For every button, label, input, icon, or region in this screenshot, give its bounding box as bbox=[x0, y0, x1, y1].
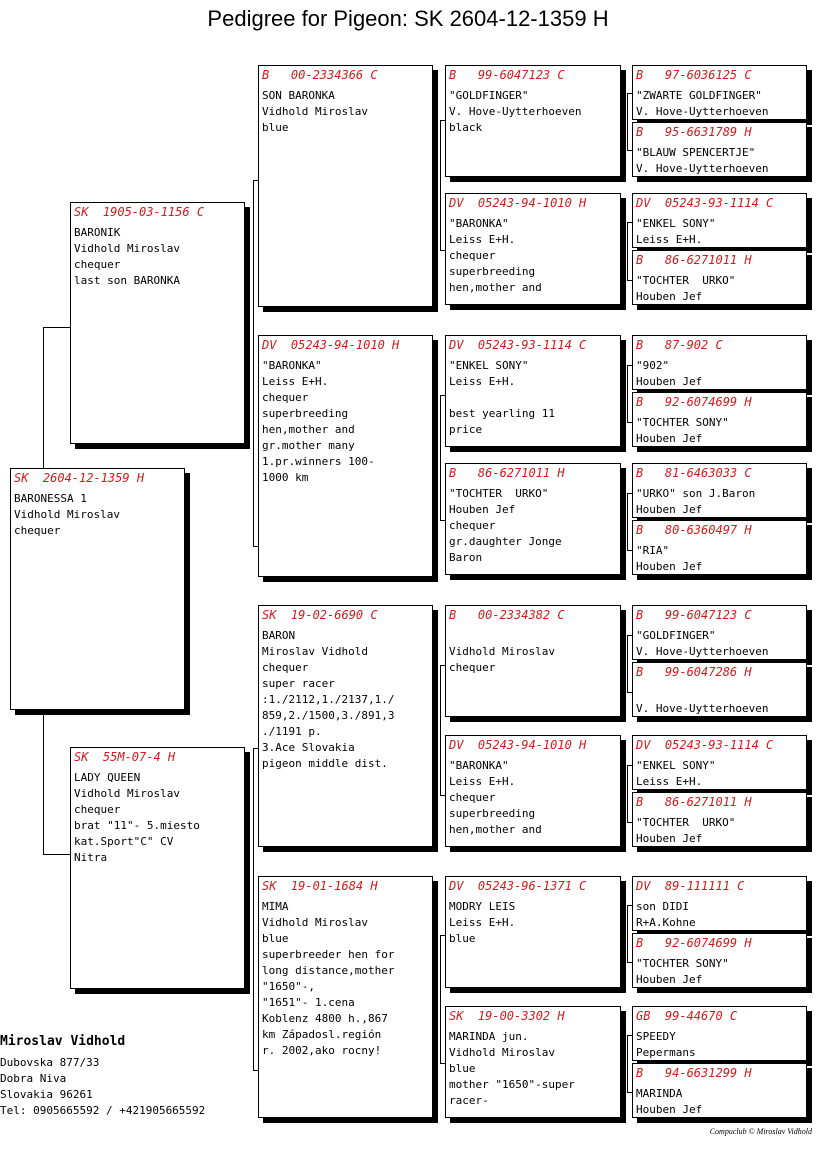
pigeon-detail-line: Leiss E+H. bbox=[449, 916, 516, 929]
pigeon-detail-line: "BARONKA" bbox=[449, 759, 509, 772]
ring-number: DV 05243-94-1010 H bbox=[449, 738, 587, 752]
pigeon-card-gen4[interactable] bbox=[632, 193, 807, 248]
ring-number: DV 05243-94-1010 H bbox=[449, 196, 587, 210]
connector-line bbox=[627, 765, 628, 822]
pigeon-detail-line: gr.mother many bbox=[262, 439, 355, 452]
connector-line bbox=[627, 493, 628, 550]
owner-name: Miroslav Vidhold bbox=[0, 1034, 126, 1049]
pigeon-detail-line: chequer bbox=[74, 258, 121, 271]
pigeon-card-gen4[interactable] bbox=[632, 122, 807, 177]
pigeon-detail-line: superbreeding bbox=[449, 265, 536, 278]
pigeon-detail-line: superbreeding bbox=[449, 807, 536, 820]
pigeon-detail-line: Leiss E+H. bbox=[449, 233, 516, 246]
pigeon-detail-line: price bbox=[449, 423, 483, 436]
ring-number: B 86-6271011 H bbox=[636, 253, 752, 267]
ring-number: DV 05243-93-1114 C bbox=[449, 338, 587, 352]
pigeon-detail-line: chequer bbox=[14, 524, 61, 537]
pigeon-detail-line: chequer bbox=[449, 519, 496, 532]
pigeon-detail-line: Houben Jef bbox=[636, 503, 703, 516]
pigeon-detail-line: Vidhold Miroslav bbox=[74, 242, 180, 255]
pigeon-card-gen3[interactable] bbox=[445, 463, 621, 575]
pigeon-detail-line: MIMA bbox=[262, 900, 289, 913]
pigeon-card-gen3[interactable] bbox=[445, 1006, 621, 1118]
pigeon-detail-line: V. Hove-Uytterhoeven bbox=[636, 702, 769, 715]
pigeon-detail-line: Nitra bbox=[74, 851, 108, 864]
owner-address-line: Slovakia 96261 bbox=[0, 1088, 93, 1101]
ring-number: B 99-6047286 H bbox=[636, 665, 752, 679]
pigeon-detail-line: racer- bbox=[449, 1094, 489, 1107]
pigeon-card-gen4[interactable] bbox=[632, 662, 807, 717]
pigeon-card-dam-dam[interactable] bbox=[258, 876, 433, 1118]
pigeon-detail-line: MODRY LEIS bbox=[449, 900, 516, 913]
connector-line bbox=[627, 93, 628, 150]
pigeon-detail-line: super racer bbox=[262, 677, 335, 690]
connector-line bbox=[43, 327, 44, 469]
pigeon-detail-line: LADY QUEEN bbox=[74, 771, 141, 784]
ring-number: DV 89-111111 C bbox=[636, 879, 745, 893]
pigeon-card-gen4[interactable] bbox=[632, 335, 807, 390]
pigeon-detail-line: "GOLDFINGER" bbox=[636, 629, 716, 642]
ring-number: SK 19-02-6690 C bbox=[262, 608, 378, 622]
pigeon-detail-line: Leiss E+H. bbox=[636, 233, 703, 246]
ring-number: SK 19-00-3302 H bbox=[449, 1009, 565, 1023]
pigeon-detail-line: best yearling 11 bbox=[449, 407, 555, 420]
pigeon-detail-line: pigeon middle dist. bbox=[262, 757, 388, 770]
pigeon-detail-line: chequer bbox=[262, 661, 309, 674]
pigeon-detail-line: Vidhold Miroslav bbox=[74, 787, 180, 800]
pigeon-detail-line: "ENKEL SONY" bbox=[449, 359, 529, 372]
pigeon-card-gen4[interactable] bbox=[632, 1006, 807, 1061]
pigeon-detail-line: "URKO" son J.Baron bbox=[636, 487, 756, 500]
pigeon-card-dam-sire[interactable] bbox=[258, 605, 433, 847]
pigeon-detail-line: MARINDA jun. bbox=[449, 1030, 529, 1043]
ring-number: B 87-902 C bbox=[636, 338, 723, 352]
pigeon-detail-line: Vidhold Miroslav bbox=[449, 1046, 555, 1059]
pigeon-card-sire-sire[interactable] bbox=[258, 65, 433, 307]
pigeon-card-sire[interactable] bbox=[70, 202, 245, 444]
pigeon-detail-line: Leiss E+H. bbox=[449, 775, 516, 788]
ring-number: DV 05243-94-1010 H bbox=[262, 338, 400, 352]
pigeon-card-gen3[interactable] bbox=[445, 605, 621, 717]
connector-line bbox=[43, 854, 70, 855]
pigeon-detail-line: 1000 km bbox=[262, 471, 309, 484]
pigeon-detail-line: "TOCHTER URKO" bbox=[636, 274, 736, 287]
connector-line bbox=[253, 180, 254, 546]
pigeon-card-gen4[interactable] bbox=[632, 933, 807, 988]
connector-line bbox=[440, 665, 441, 795]
pigeon-detail-line: Vidhold Miroslav bbox=[14, 508, 120, 521]
pigeon-card-gen4[interactable] bbox=[632, 463, 807, 518]
connector-line bbox=[43, 327, 70, 328]
pigeon-detail-line: black bbox=[449, 121, 483, 134]
pigeon-detail-line: R+A.Kohne bbox=[636, 916, 696, 929]
pigeon-detail-line: "1651"- 1.cena bbox=[262, 996, 355, 1009]
pigeon-detail-line: "ENKEL SONY" bbox=[636, 759, 716, 772]
ring-number: B 00-2334382 C bbox=[449, 608, 565, 622]
pigeon-detail-line: hen,mother and bbox=[449, 823, 542, 836]
pigeon-card-subject[interactable] bbox=[10, 468, 185, 710]
pigeon-card-gen3[interactable] bbox=[445, 876, 621, 988]
pigeon-detail-line: blue bbox=[449, 932, 476, 945]
pigeon-detail-line: chequer bbox=[74, 803, 121, 816]
pigeon-card-sire-dam[interactable] bbox=[258, 335, 433, 577]
pigeon-detail-line: chequer bbox=[262, 391, 309, 404]
ring-number: B 97-6036125 C bbox=[636, 68, 752, 82]
pigeon-detail-line: SON BARONKA bbox=[262, 89, 335, 102]
pigeon-detail-line: MARINDA bbox=[636, 1087, 683, 1100]
ring-number: B 94-6631299 H bbox=[636, 1066, 752, 1080]
pigeon-detail-line: son DIDI bbox=[636, 900, 689, 913]
pigeon-detail-line: last son BARONKA bbox=[74, 274, 180, 287]
ring-number: B 99-6047123 C bbox=[449, 68, 565, 82]
pigeon-detail-line: chequer bbox=[449, 791, 496, 804]
pigeon-detail-line: V. Hove-Uytterhoeven bbox=[636, 645, 769, 658]
pigeon-card-gen4[interactable] bbox=[632, 876, 807, 931]
pigeon-card-gen3[interactable] bbox=[445, 735, 621, 847]
pigeon-detail-line: Houben Jef bbox=[636, 973, 703, 986]
ring-number: B 92-6074699 H bbox=[636, 936, 752, 950]
pigeon-detail-line: "GOLDFINGER" bbox=[449, 89, 529, 102]
owner-phone: Tel: 0905665592 / +421905665592 bbox=[0, 1104, 206, 1117]
pigeon-detail-line: blue bbox=[262, 121, 289, 134]
ring-number: B 86-6271011 H bbox=[449, 466, 565, 480]
connector-line bbox=[440, 120, 441, 250]
pigeon-card-gen4[interactable] bbox=[632, 792, 807, 847]
pigeon-detail-line: gr.daughter Jonge bbox=[449, 535, 562, 548]
pigeon-detail-line: Leiss E+H. bbox=[636, 775, 703, 788]
owner-block bbox=[0, 1033, 205, 1119]
pigeon-card-gen3[interactable] bbox=[445, 335, 621, 447]
pigeon-card-gen4[interactable] bbox=[632, 520, 807, 575]
pigeon-card-gen4[interactable] bbox=[632, 605, 807, 660]
pigeon-detail-line: r. 2002,ako rocny! bbox=[262, 1044, 382, 1057]
pigeon-detail-line: "RIA" bbox=[636, 544, 670, 557]
pigeon-detail-line: 859,2./1500,3./891,3 bbox=[262, 709, 395, 722]
pigeon-detail-line bbox=[449, 628, 617, 644]
pigeon-detail-line: "ZWARTE GOLDFINGER" bbox=[636, 89, 762, 102]
pigeon-detail-line: blue bbox=[449, 1062, 476, 1075]
pigeon-detail-line: Houben Jef bbox=[636, 560, 703, 573]
pigeon-detail-line: Baron bbox=[449, 551, 483, 564]
pigeon-detail-line: long distance,mother bbox=[262, 964, 395, 977]
pigeon-detail-line: mother "1650"-super bbox=[449, 1078, 575, 1091]
pigeon-detail-line: superbreeder hen for bbox=[262, 948, 395, 961]
ring-number: SK 2604-12-1359 H bbox=[14, 471, 145, 485]
ring-number: SK 1905-03-1156 C bbox=[74, 205, 205, 219]
pigeon-detail-line: V. Hove-Uytterhoeven bbox=[636, 105, 769, 118]
ring-number: B 92-6074699 H bbox=[636, 395, 752, 409]
pigeon-detail-line: V. Hove-Uytterhoeven bbox=[636, 162, 769, 175]
pigeon-detail-line: superbreeding bbox=[262, 407, 349, 420]
pigeon-detail-line: Houben Jef bbox=[636, 432, 703, 445]
copyright-footer: Compuclub © Miroslav Vidhold bbox=[709, 1127, 812, 1136]
pigeon-card-dam[interactable] bbox=[70, 747, 245, 989]
page-title: Pedigree for Pigeon: SK 2604-12-1359 H bbox=[207, 6, 609, 31]
ring-number: B 80-6360497 H bbox=[636, 523, 752, 537]
ring-number: DV 05243-96-1371 C bbox=[449, 879, 587, 893]
pigeon-card-gen4[interactable] bbox=[632, 1063, 807, 1118]
pigeon-detail-line: Pepermans bbox=[636, 1046, 696, 1059]
pigeon-detail-line: BARONESSA 1 bbox=[14, 492, 87, 505]
connector-line bbox=[627, 365, 628, 422]
pigeon-detail-line: brat "11"- 5.miesto bbox=[74, 819, 200, 832]
pigeon-detail-line: Vidhold Miroslav bbox=[449, 645, 555, 658]
pigeon-detail-line: "ENKEL SONY" bbox=[636, 217, 716, 230]
pigeon-detail-line: blue bbox=[262, 932, 289, 945]
connector-line bbox=[627, 905, 628, 962]
pigeon-detail-line: kat.Sport"C" CV bbox=[74, 835, 174, 848]
pigeon-detail-line: Miroslav Vidhold bbox=[262, 645, 368, 658]
ring-number: B 00-2334366 C bbox=[262, 68, 378, 82]
pigeon-detail-line: :1./2112,1./2137,1./ bbox=[262, 693, 395, 706]
owner-address-line: Dobra Niva bbox=[0, 1072, 67, 1085]
pigeon-detail-line: Houben Jef bbox=[636, 290, 703, 303]
pigeon-detail-line: Leiss E+H. bbox=[449, 375, 516, 388]
ring-number: B 95-6631789 H bbox=[636, 125, 752, 139]
ring-number: SK 19-01-1684 H bbox=[262, 879, 378, 893]
pigeon-detail-line: "1650"-, bbox=[262, 980, 315, 993]
pigeon-detail-line bbox=[636, 685, 803, 701]
ring-number: GB 99-44670 C bbox=[636, 1009, 738, 1023]
connector-line bbox=[253, 748, 254, 1070]
pigeon-detail-line: Koblenz 4800 h.,867 bbox=[262, 1012, 388, 1025]
pigeon-card-gen4[interactable] bbox=[632, 392, 807, 447]
pigeon-detail-line: "BARONKA" bbox=[262, 359, 322, 372]
pigeon-detail-line: 3.Ace Slovakia bbox=[262, 741, 355, 754]
pigeon-detail-line: chequer bbox=[449, 249, 496, 262]
pigeon-detail-line: Vidhold Miroslav bbox=[262, 916, 368, 929]
pigeon-detail-line: ./1191 p. bbox=[262, 725, 322, 738]
pigeon-detail-line: "BLAUW SPENCERTJE" bbox=[636, 146, 756, 159]
pigeon-detail-line: "TOCHTER URKO" bbox=[636, 816, 736, 829]
pigeon-detail-line: "TOCHTER URKO" bbox=[449, 487, 549, 500]
pigeon-detail-line: Houben Jef bbox=[636, 832, 703, 845]
pigeon-detail-line: "TOCHTER SONY" bbox=[636, 416, 729, 429]
connector-line bbox=[627, 1035, 628, 1092]
pigeon-card-gen4[interactable] bbox=[632, 250, 807, 305]
pigeon-card-gen4[interactable] bbox=[632, 735, 807, 790]
ring-number: DV 05243-93-1114 C bbox=[636, 738, 774, 752]
pigeon-card-gen4[interactable] bbox=[632, 65, 807, 120]
pigeon-detail-line bbox=[449, 390, 617, 406]
pigeon-detail-line: BARONIK bbox=[74, 226, 121, 239]
pigeon-detail-line: BARON bbox=[262, 629, 296, 642]
connector-line bbox=[627, 222, 628, 280]
ring-number: SK 55M-07-4 H bbox=[74, 750, 176, 764]
pigeon-detail-line: Houben Jef bbox=[449, 503, 516, 516]
pigeon-card-gen3[interactable] bbox=[445, 65, 621, 177]
pigeon-detail-line: Vidhold Miroslav bbox=[262, 105, 368, 118]
connector-line bbox=[440, 935, 441, 1063]
pigeon-detail-line: "BARONKA" bbox=[449, 217, 509, 230]
pigeon-detail-line: V. Hove-Uytterhoeven bbox=[449, 105, 582, 118]
pigeon-detail-line: chequer bbox=[449, 661, 496, 674]
connector-line bbox=[440, 395, 441, 520]
pigeon-detail-line: Houben Jef bbox=[636, 375, 703, 388]
pigeon-detail-line: SPEEDY bbox=[636, 1030, 676, 1043]
pigeon-card-gen3[interactable] bbox=[445, 193, 621, 305]
connector-line bbox=[627, 635, 628, 692]
pigeon-detail-line: hen,mother and bbox=[449, 281, 542, 294]
ring-number: B 99-6047123 C bbox=[636, 608, 752, 622]
pigeon-detail-line: hen,mother and bbox=[262, 423, 355, 436]
pigeon-detail-line: 1.pr.winners 100- bbox=[262, 455, 375, 468]
pigeon-detail-line: Leiss E+H. bbox=[262, 375, 329, 388]
pigeon-detail-line: "TOCHTER SONY" bbox=[636, 957, 729, 970]
ring-number: B 86-6271011 H bbox=[636, 795, 752, 809]
ring-number: DV 05243-93-1114 C bbox=[636, 196, 774, 210]
connector-line bbox=[43, 709, 44, 854]
pigeon-detail-line: Houben Jef bbox=[636, 1103, 703, 1116]
owner-address-line: Dubovska 877/33 bbox=[0, 1056, 100, 1069]
pigeon-detail-line: km Západosl.región bbox=[262, 1028, 382, 1041]
pigeon-detail-line: "902" bbox=[636, 359, 670, 372]
ring-number: B 81-6463033 C bbox=[636, 466, 752, 480]
